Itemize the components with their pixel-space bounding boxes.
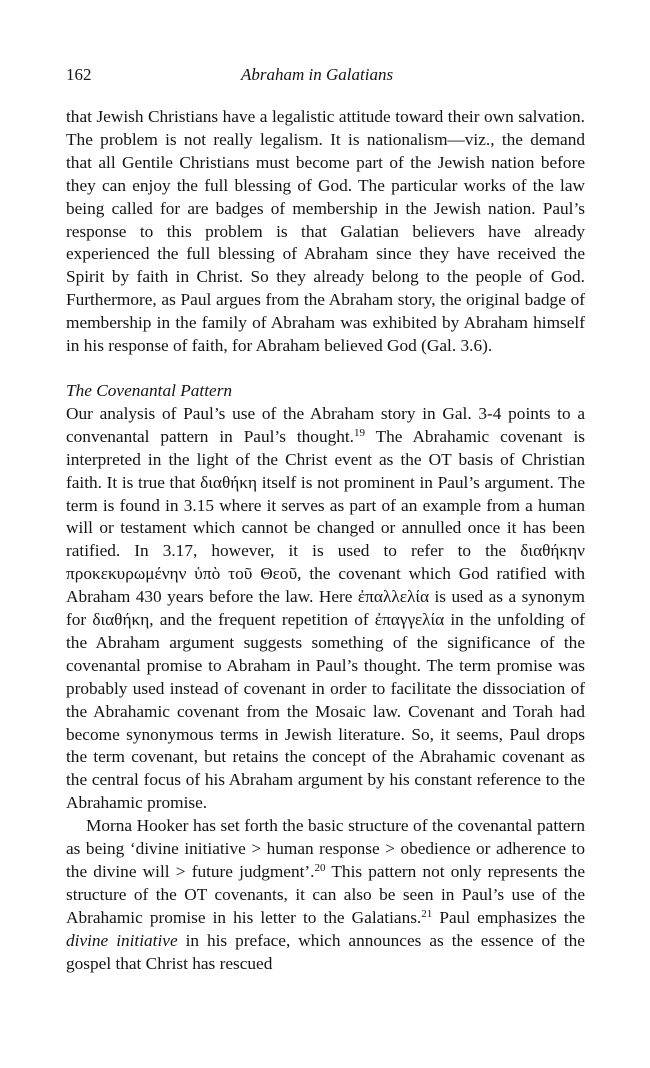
paragraph-2 <box>66 403 585 815</box>
book-page <box>66 60 585 976</box>
paragraph-3-text-d: in his preface, which announces as the essence of the gospel that Christ has rescued <box>66 930 585 973</box>
section-heading: The Covenantal Pattern <box>66 380 233 400</box>
footnote-ref-21: 21 <box>421 907 433 920</box>
body-text <box>66 106 585 976</box>
paragraph-2-text-b: The Abrahamic covenant is interpreted in the light of the Christ event as the OT basis of Christian faith. It is true that διαθήκη itself is not prominent in Paul’s argument. The term is found in 3.15 where it serves as part of an example from a human will or testament which cannot be changed or annulled once it has been ratified. In 3.17, however, it is used to refer to the διαθήκην προκεκυρωμένην ὑπὸ τοῦ Θεοῦ, the covenant which God ratified with Abraham 430 years before the law. Here ἐπαλλελία is used as a synonym for διαθήκη, and the frequent repetition of ἐπαγγελία in the unfolding of the Abraham argument suggests something of the significance of the covenantal promise to Abraham in Paul’s thought. The term promise was probably used instead of covenant in order to facilitate the dissociation of the Abrahamic covenant from the Mosaic law. Covenant and Torah had become synonymous terms in Jewish literature. So, it seems, Paul drops the term covenant, but retains the concept of the Abrahamic covenant as the central focus of his Abraham argument by his constant reference to the Abrahamic promise. <box>66 426 585 813</box>
running-header <box>66 60 585 90</box>
running-title: Abraham in Galatians <box>241 65 394 84</box>
paragraph-1: that Jewish Christians have a legalistic attitude toward their own salvation. The problem is not really legalism. It is nationalism—viz., the demand that all Gentile Christians must become part of the Jewish nation before they can enjoy the full blessing of God. The particular works of the law being called for are badges of membership in the Jewish nation. Paul’s response to this problem is that Galatian believers have already experienced the full blessing of Abraham since they have received the Spirit by faith in Christ. So they already belong to the people of God. Furthermore, as Paul argues from the Abraham story, the original badge of membership in the family of Abraham was exhibited by Abraham himself in his response of faith, for Abraham believed God (Gal. 3.6). <box>66 107 585 356</box>
page-number: 162 <box>66 65 92 84</box>
footnote-ref-20: 20 <box>314 862 326 874</box>
footnote-ref-19: 19 <box>354 426 365 439</box>
paragraph-3-text-c: Paul emphasizes the <box>432 907 586 927</box>
emphasis-divine-initiative: divine initiative <box>66 930 178 950</box>
paragraph-2-text-a: Our analysis of Paul’s use of the Abraham story in Gal. 3-4 points to a convenantal pattern in Paul’s thought. <box>66 403 585 446</box>
paragraph-3-text-b: This pattern not only represents the structure of the OT covenants, it can also be seen in Paul’s use of the Abrahamic promise in his letter to the Galatians. <box>66 862 585 927</box>
paragraph-3 <box>66 815 585 975</box>
paragraph-3-text-a: Morna Hooker has set forth the basic structure of the covenantal pattern as being ‘divine initiative > human response > obedience or adherence to the divine will > future judgment’. <box>66 816 585 881</box>
